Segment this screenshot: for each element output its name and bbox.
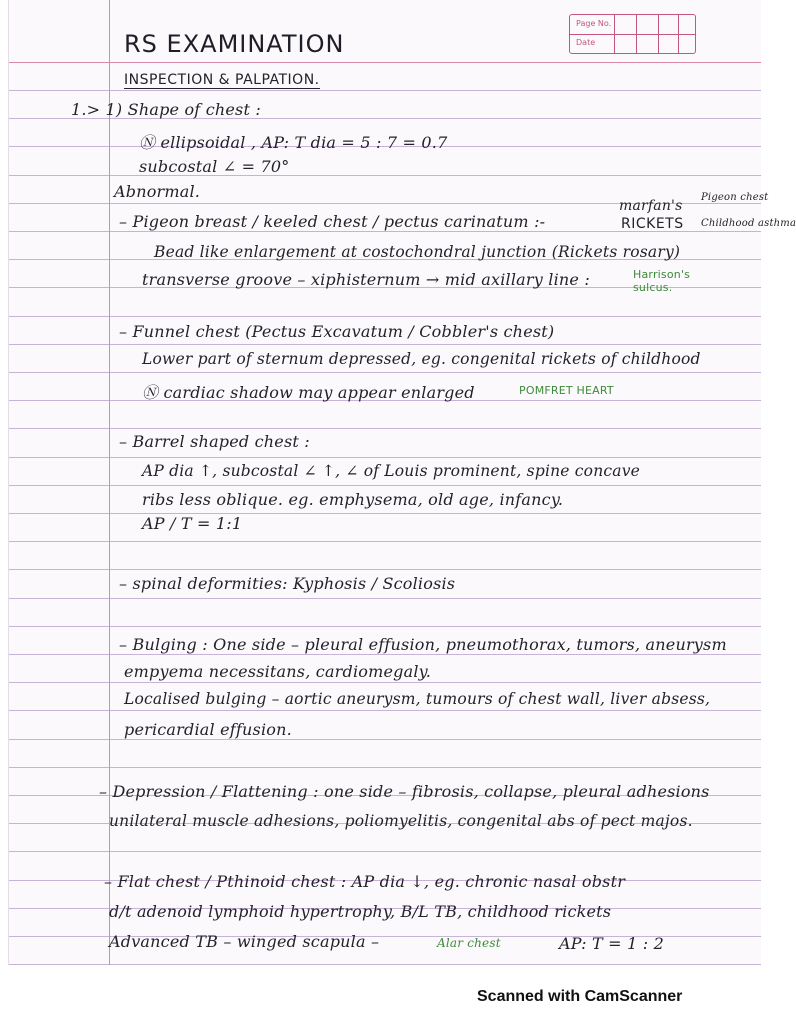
- ruled-line: [9, 316, 761, 317]
- ruled-line: [9, 739, 761, 740]
- note-line: – Depression / Flattening : one side – fibrosis, collapse, pleural adhesions: [99, 782, 710, 801]
- ruled-line: [9, 598, 761, 599]
- ruled-line: [9, 485, 761, 486]
- note-line: ribs less oblique. eg. emphysema, old age, infancy.: [142, 490, 564, 509]
- section-heading: INSPECTION & PALPATION.: [124, 72, 320, 88]
- note-line: Bead like enlargement at costochondral junction (Rickets rosary): [154, 243, 681, 261]
- note-line: AP dia ↑, subcostal ∠ ↑, ∠ of Louis prominent, spine concave: [142, 462, 641, 480]
- note-line: – Barrel shaped chest :: [119, 432, 310, 451]
- note-line: Ⓝ ellipsoidal , AP: T dia = 5 : 7 = 0.7: [139, 133, 448, 152]
- note-line: pericardial effusion.: [124, 720, 292, 739]
- note-line: subcostal ∠ = 70°: [139, 157, 290, 176]
- note-line: RICKETS: [621, 216, 684, 232]
- ruled-line: [9, 710, 761, 711]
- ruled-line: [9, 626, 761, 627]
- ruled-line: [9, 964, 761, 965]
- note-line: Advanced TB – winged scapula –: [109, 932, 380, 951]
- ruled-line: [9, 541, 761, 542]
- ruled-line: [9, 62, 761, 63]
- ruled-line: [9, 428, 761, 429]
- note-line: empyema necessitans, cardiomegaly.: [124, 662, 432, 681]
- page-no-label: Page No.: [576, 19, 612, 28]
- note-line: Childhood asthma: [701, 218, 796, 229]
- page-number-box: [569, 14, 696, 54]
- ruled-line: [9, 682, 761, 683]
- ruled-line: [9, 175, 761, 176]
- ruled-line: [9, 90, 761, 91]
- ruled-line: [9, 344, 761, 345]
- note-line: AP: T = 1 : 2: [559, 934, 664, 953]
- note-line: – Pigeon breast / keeled chest / pectus carinatum :-: [119, 212, 546, 231]
- note-line-green: POMFRET HEART: [519, 384, 614, 397]
- page-title: RS EXAMINATION: [124, 30, 345, 58]
- notebook-page: [8, 0, 796, 965]
- note-line-green: Alar chest: [437, 936, 501, 950]
- ruled-line: [9, 654, 761, 655]
- note-line: 1.> 1) Shape of chest :: [71, 100, 261, 119]
- note-line: – Bulging : One side – pleural effusion, pneumothorax, tumors, aneurysm: [119, 635, 727, 654]
- note-line-green: Harrison's sulcus.: [633, 268, 691, 294]
- ruled-line: [9, 372, 761, 373]
- note-line: Ⓝ cardiac shadow may appear enlarged: [142, 383, 475, 402]
- note-line: Localised bulging – aortic aneurysm, tumours of chest wall, liver absess,: [124, 690, 711, 708]
- note-line: Lower part of sternum depressed, eg. congenital rickets of childhood: [142, 350, 701, 368]
- note-line: – spinal deformities: Kyphosis / Scoliosis: [119, 574, 456, 593]
- ruled-line: [9, 457, 761, 458]
- ruled-line: [9, 569, 761, 570]
- note-line: transverse groove – xiphisternum → mid axillary line :: [142, 270, 590, 289]
- note-line: AP / T = 1:1: [142, 514, 243, 533]
- ruled-line: [9, 767, 761, 768]
- note-line: marfan's: [619, 198, 683, 214]
- note-line: – Flat chest / Pthinoid chest : AP dia ↓, eg. chronic nasal obstr: [104, 872, 626, 891]
- scanner-watermark: Scanned with CamScanner: [477, 988, 683, 1005]
- note-line: Abnormal.: [114, 182, 201, 201]
- ruled-line: [9, 513, 761, 514]
- note-line: – Funnel chest (Pectus Excavatum / Cobbler's chest): [119, 322, 555, 341]
- note-line: d/t adenoid lymphoid hypertrophy, B/L TB, childhood rickets: [109, 902, 612, 921]
- note-line: unilateral muscle adhesions, poliomyelitis, congenital abs of pect majos.: [109, 812, 693, 830]
- note-line: Pigeon chest: [701, 192, 769, 203]
- ruled-line: [9, 851, 761, 852]
- date-label: Date: [576, 38, 596, 47]
